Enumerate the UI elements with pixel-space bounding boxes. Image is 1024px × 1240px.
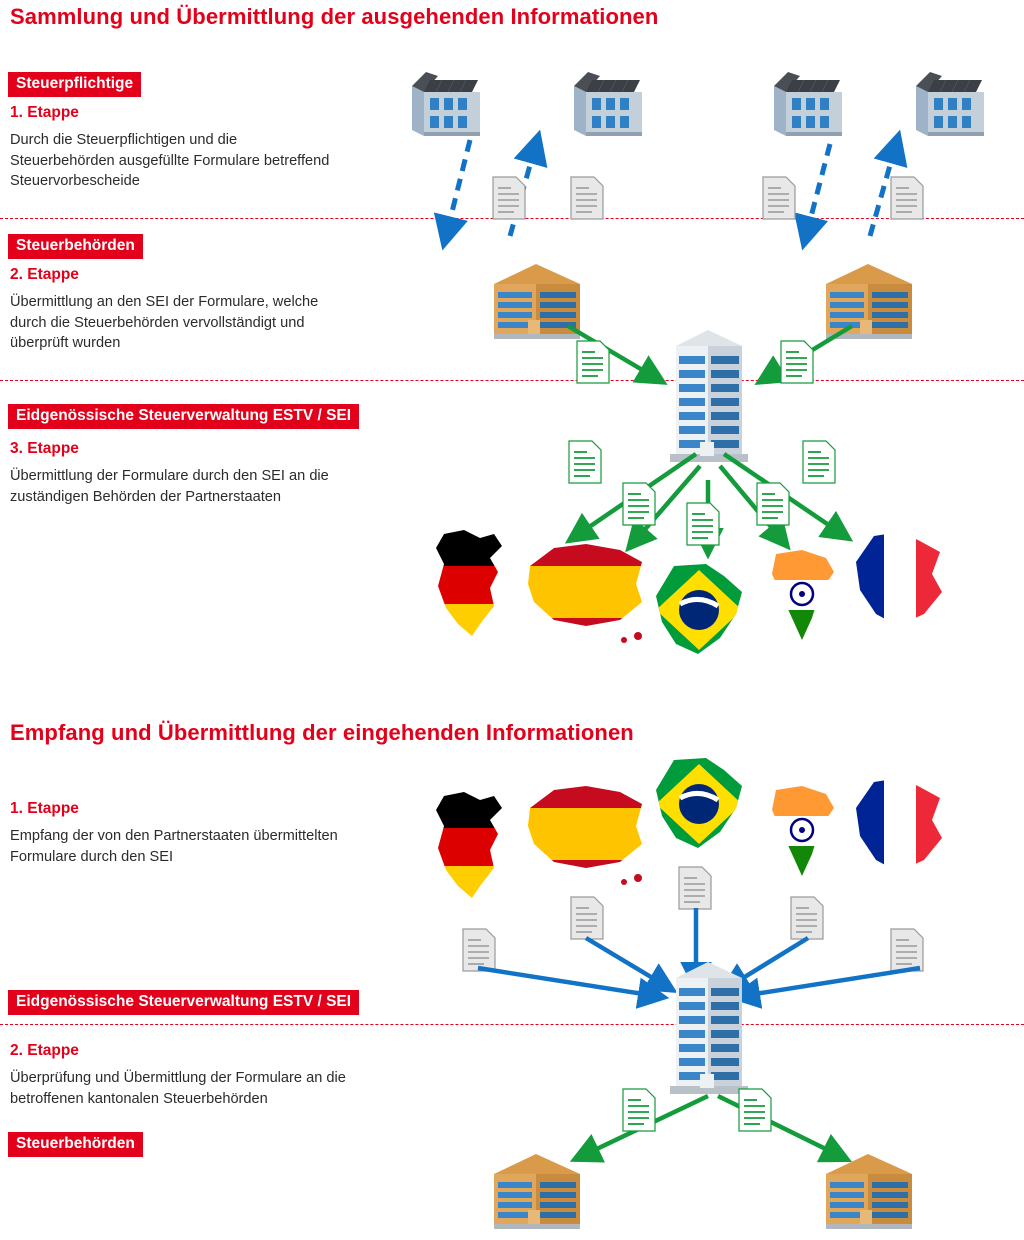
- factory-1: [404, 62, 494, 140]
- band-estv-sei-2: Eidgenössische Steuerverwaltung ESTV / SEI: [8, 990, 359, 1015]
- cantonal-office-right-2: [820, 1148, 918, 1234]
- band-tax-authorities: Steuerbehörden: [8, 234, 143, 259]
- band-taxpayers: Steuerpflichtige: [8, 72, 141, 97]
- incoming-step-2-text: Überprüfung und Übermittlung der Formulare an die betroffenen kantonalen Steuerbehörden: [10, 1070, 346, 1107]
- flag-map-india: [768, 548, 840, 644]
- divider-2: [0, 380, 1024, 381]
- divider-3: [0, 1024, 1024, 1025]
- flag-map-germany: [428, 528, 514, 640]
- section-title-outgoing: Sammlung und Übermittlung der ausgehenden Informationen: [10, 4, 659, 29]
- incoming-step-2-label: 2. Etappe: [10, 1042, 79, 1059]
- factory-2: [566, 62, 656, 140]
- flag-map-spain: [524, 540, 652, 646]
- document-green-6: [756, 482, 790, 526]
- outgoing-step-3-label: 3. Etappe: [10, 440, 79, 457]
- flag-map-germany-2: [428, 790, 514, 902]
- factory-3: [766, 62, 856, 140]
- flag-map-india-2: [768, 784, 840, 880]
- factory-4: [908, 62, 998, 140]
- document-gray-1: [492, 176, 526, 220]
- outgoing-step-2-text: Übermittlung an den SEI der Formulare, welche durch die Steuerbehörden vervollständigt und überprüft wurden: [10, 294, 319, 351]
- document-green-5: [686, 502, 720, 546]
- document-gray-2: [570, 176, 604, 220]
- estv-sei-tower-2: [660, 956, 756, 1104]
- cantonal-office-left-2: [488, 1148, 586, 1234]
- document-gray-3: [762, 176, 796, 220]
- band-estv-sei: Eidgenössische Steuerverwaltung ESTV / SEI: [8, 404, 359, 429]
- document-green-3: [568, 440, 602, 484]
- document-green-4: [622, 482, 656, 526]
- flag-map-brazil: [650, 562, 748, 658]
- document-gray-4: [890, 176, 924, 220]
- outgoing-step-2-label: 2. Etappe: [10, 266, 79, 283]
- outgoing-step-1-text: Durch die Steuerpflichtigen und die Steuerbehörden ausgefüllte Formulare betreffend Steuervorbescheide: [10, 132, 330, 189]
- document-green-9: [738, 1088, 772, 1132]
- document-green-2: [780, 340, 814, 384]
- incoming-step-1-text: Empfang der von den Partnerstaaten übermittelten Formulare durch den SEI: [10, 828, 338, 865]
- outgoing-step-1-label: 1. Etappe: [10, 104, 79, 121]
- document-green-7: [802, 440, 836, 484]
- outgoing-step-3-text: Übermittlung der Formulare durch den SEI an die zuständigen Behörden der Partnerstaaten: [10, 468, 329, 505]
- flag-map-france-2: [852, 776, 948, 880]
- flag-map-france: [852, 530, 948, 634]
- document-green-8: [622, 1088, 656, 1132]
- band-tax-authorities-2: Steuerbehörden: [8, 1132, 143, 1157]
- section-title-incoming: Empfang und Übermittlung der eingehenden Informationen: [10, 720, 634, 745]
- flag-map-spain-2: [524, 782, 652, 888]
- document-green-1: [576, 340, 610, 384]
- incoming-step-1-label: 1. Etappe: [10, 800, 79, 817]
- flag-map-brazil-2: [650, 756, 748, 852]
